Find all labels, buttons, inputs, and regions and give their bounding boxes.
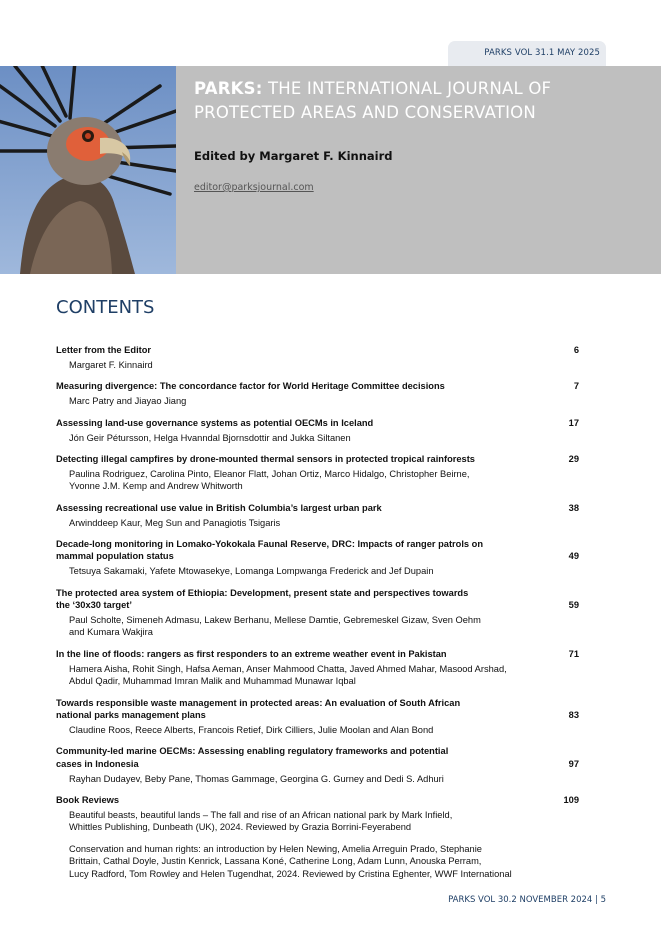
toc-title: Assessing recreational use value in British Columbia’s largest urban park	[56, 502, 382, 513]
toc-authors	[56, 614, 580, 639]
toc-page-number: 109	[563, 794, 579, 805]
toc-entry[interactable]	[56, 648, 580, 660]
title-band	[176, 66, 661, 274]
contents-heading: CONTENTS	[56, 297, 155, 318]
toc-authors-line: Paul Scholte, Simeneh Admasu, Lakew Berhanu, Mellese Damtie, Gebremeskel Gizaw, Sven Oehm	[69, 615, 481, 625]
toc-title-line: Decade-long monitoring in Lomako-Yokokala Faunal Reserve, DRC: Impacts of ranger patrols on	[56, 538, 484, 549]
page-footer: PARKS VOL 30.2 NOVEMBER 2024 | 5	[448, 895, 606, 905]
toc-authors-line: Hamera Aisha, Rohit Singh, Hafsa Aeman, Anser Mahmood Chatta, Javed Ahmed Mahar, Masood Arshad,	[69, 663, 507, 674]
book-review-line: Whittles Publishing, Dunbeath (UK), 2024. Reviewed by Grazia Borrini-Feyerabend	[69, 822, 412, 833]
toc-page-number: 6	[573, 345, 579, 355]
toc-authors-line: Yvonne J.M. Kemp and Andrew Whitworth	[69, 481, 243, 492]
toc-page-number: 29	[568, 453, 579, 464]
toc-title-line: The protected area system of Ethiopia: Development, present state and perspectives towards	[56, 587, 469, 598]
toc-authors: Claudine Roos, Reece Alberts, Francois Retief, Dirk Cilliers, Julie Moolan and Alan Bond	[69, 724, 434, 735]
toc-authors	[56, 468, 580, 493]
issue-tab: PARKS VOL 31.1 MAY 2025	[448, 41, 606, 66]
toc-page-number: 38	[568, 502, 579, 513]
toc-entry[interactable]	[56, 697, 580, 722]
toc-title-line: cases in Indonesia	[56, 758, 139, 769]
toc-authors-line: Paulina Rodriguez, Carolina Pinto, Eleanor Flatt, Johan Ortiz, Marco Hidalgo, Christopher Beirne,	[69, 468, 470, 479]
toc-authors: Jón Geir Pétursson, Helga Hvanndal Bjornsdottir and Jukka Siltanen	[69, 432, 351, 443]
toc-title: Letter from the Editor	[56, 345, 152, 355]
toc-entry[interactable]	[56, 538, 580, 563]
toc-title-line: mammal population status	[56, 551, 174, 562]
book-review-line: Conservation and human rights: an introduction by Helen Newing, Amelia Arreguin Prado, Stephanie	[69, 843, 482, 854]
toc-page-number: 97	[568, 758, 579, 769]
toc-entry[interactable]	[56, 745, 580, 770]
toc-title: Detecting illegal campfires by drone-mounted thermal sensors in protected tropical rainforests	[56, 453, 475, 464]
journal-title	[194, 77, 643, 125]
book-review-line: Lucy Radford, Tom Rowley and Helen Tugendhat, 2024. Reviewed by Cristina Eghenter, WWF International	[69, 868, 512, 879]
toc-entry[interactable]	[56, 453, 580, 465]
toc-title	[56, 697, 526, 722]
toc-authors: Arwinddeep Kaur, Meg Sun and Panagiotis Tsigaris	[69, 517, 281, 528]
toc-title	[56, 587, 526, 612]
journal-title-bold: PARKS:	[194, 79, 263, 98]
editor-credit: Edited by Margaret F. Kinnaird	[194, 149, 393, 163]
journal-title-line2: PROTECTED AREAS AND CONSERVATION	[194, 103, 536, 122]
book-review-item	[56, 809, 580, 834]
toc-authors-line: Abdul Qadir, Muhammad Imran Malik and Muhammad Munawar Iqbal	[69, 676, 356, 687]
book-review-item	[56, 843, 580, 880]
book-review-line: Brittain, Cathal Doyle, Justin Kenrick, Lassana Koné, Catherine Long, Adam Lunn, Anouska Perram,	[69, 856, 482, 867]
toc-title: Assessing land-use governance systems as potential OECMs in Iceland	[56, 417, 374, 428]
cover-photo-secretary-bird	[0, 66, 176, 274]
toc-authors	[56, 663, 580, 688]
toc-page-number: 59	[568, 600, 579, 611]
toc-title-line: national parks management plans	[56, 709, 206, 720]
toc-title-line: the ‘30x30 target’	[56, 600, 132, 611]
toc-authors: Margaret F. Kinnaird	[69, 359, 153, 370]
toc-entry[interactable]	[56, 794, 580, 806]
toc-page-number: 17	[568, 417, 579, 428]
toc-authors: Marc Patry and Jiayao Jiang	[69, 396, 187, 407]
toc-title: Measuring divergence: The concordance factor for World Heritage Committee decisions	[56, 381, 445, 392]
toc-entry[interactable]	[56, 502, 580, 514]
table-of-contents	[56, 344, 580, 889]
toc-page-number: 7	[573, 381, 579, 392]
toc-page-number: 83	[568, 709, 579, 720]
toc-title	[56, 745, 526, 770]
editor-email-link[interactable]: editor@parksjournal.com	[194, 182, 314, 193]
toc-entry[interactable]	[56, 417, 580, 429]
toc-entry[interactable]	[56, 344, 580, 356]
toc-page-number: 49	[568, 551, 579, 562]
toc-authors-line: and Kumara Wakjira	[69, 627, 153, 638]
toc-authors: Tetsuya Sakamaki, Yafete Mtowasekye, Lomanga Lompwanga Frederick and Jef Dupain	[69, 566, 434, 577]
toc-title: Book Reviews	[56, 794, 120, 805]
toc-authors: Rayhan Dudayev, Beby Pane, Thomas Gammage, Georgina G. Gurney and Dedi S. Adhuri	[69, 773, 444, 784]
toc-page-number: 71	[568, 648, 579, 659]
toc-entry[interactable]	[56, 587, 580, 612]
toc-title: In the line of floods: rangers as first responders to an extreme weather event in Pakistan	[56, 648, 447, 659]
toc-entry[interactable]	[56, 380, 580, 392]
book-review-line: Beautiful beasts, beautiful lands – The fall and rise of an African national park by Mark Infield,	[69, 809, 453, 820]
toc-title-line: Community-led marine OECMs: Assessing enabling regulatory frameworks and potential	[56, 746, 449, 757]
toc-title	[56, 538, 526, 563]
journal-title-line1: THE INTERNATIONAL JOURNAL OF	[262, 79, 552, 98]
toc-title-line: Towards responsible waste management in protected areas: An evaluation of South African	[56, 697, 461, 708]
